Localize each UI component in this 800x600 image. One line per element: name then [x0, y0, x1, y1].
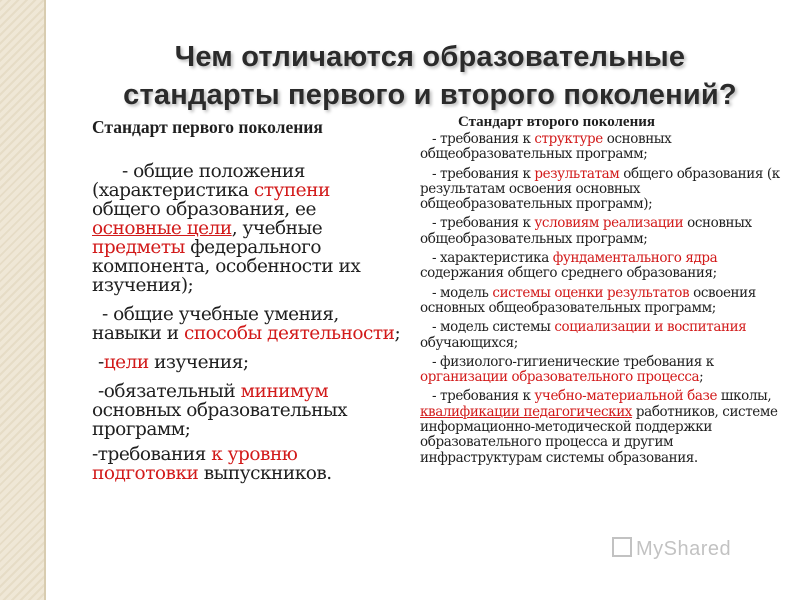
second-gen-item-socialization: [420, 320, 790, 351]
second-gen-item-structure: [420, 132, 790, 163]
highlight-span: ступени: [253, 180, 330, 201]
highlight-span: способы деятельности: [183, 323, 395, 344]
watermark-text: MyShared: [636, 538, 732, 560]
text-span: - требования к: [432, 165, 535, 182]
highlight-span: квалификации педагогических: [420, 403, 633, 420]
first-generation-heading: Стандарт первого поколения: [92, 117, 323, 137]
text-span: школы,: [717, 388, 772, 405]
highlight-span: организации образовательного процесса: [420, 369, 700, 386]
second-gen-item-core: [420, 251, 790, 282]
text-span: - характеристика: [432, 250, 553, 267]
text-span: работников, системе информационно-методической поддержки образовательного процесса и другим инфраструктурам системы образования.: [420, 403, 778, 466]
first-gen-item-minimum: [92, 382, 402, 439]
text-span: выпускников.: [198, 463, 332, 484]
highlight-span: учебно-материальной базе: [534, 388, 718, 405]
first-gen-item-general-skills: [92, 305, 402, 343]
highlight-span: результатам: [534, 165, 620, 182]
highlight-span: основные цели: [92, 218, 232, 239]
text-span: основных образовательных программ;: [92, 400, 348, 440]
second-generation-heading: Стандарт второго поколения: [458, 114, 655, 130]
highlight-span: условиям реализации: [534, 215, 684, 232]
highlight-span: фундаментального ядра: [552, 250, 718, 267]
highlight-span: социализации и воспитания: [554, 319, 747, 336]
title-line-1: Чем отличаются образовательные: [174, 41, 686, 73]
highlight-span: предметы: [92, 237, 185, 258]
text-span: , учебные: [231, 218, 323, 239]
text-span: федерального компонента, особенности их изучения);: [92, 237, 361, 296]
text-span: освоения основных общеобразовательных программ;: [420, 284, 756, 316]
text-span: основных общеобразовательных программ;: [420, 215, 752, 247]
text-span: ;: [699, 369, 704, 386]
highlight-span: к уровню подготовки: [92, 444, 298, 484]
presentation-icon: [612, 537, 632, 557]
highlight-span: минимум: [240, 381, 329, 402]
text-span: -: [98, 352, 104, 373]
second-gen-item-hygiene: [420, 355, 790, 386]
text-span: общего образования, ее: [92, 199, 316, 220]
second-gen-item-results: [420, 167, 790, 213]
first-gen-item-requirements: [92, 445, 402, 483]
text-span: - общие положения (характеристика: [92, 161, 305, 201]
title-line-2-text: стандарты первого и второго поколений: [123, 79, 719, 111]
highlight-span: системы оценки результатов: [492, 284, 690, 301]
text-span: - требования к: [432, 388, 535, 405]
decorative-side-stripe: [0, 0, 46, 600]
slide-title: [60, 38, 800, 114]
text-span: изучения;: [148, 352, 249, 373]
first-gen-item-general-provisions: [92, 162, 402, 295]
text-span: основных общеобразовательных программ;: [420, 131, 672, 163]
text-span: -требования: [92, 444, 212, 465]
title-question-mark: ?: [718, 79, 737, 111]
second-generation-column: [420, 113, 790, 470]
second-gen-item-conditions: [420, 216, 790, 247]
text-span: - требования к: [432, 215, 535, 232]
text-span: содержания общего среднего образования;: [420, 265, 717, 282]
text-span: - общие учебные умения, навыки и: [92, 304, 339, 344]
title-line-2: [60, 76, 800, 114]
text-span: - модель системы: [432, 319, 555, 336]
second-gen-item-material-base: [420, 389, 790, 465]
highlight-span: структуре: [534, 131, 603, 147]
watermark: [612, 537, 731, 561]
text-span: - требования к: [432, 131, 535, 147]
second-gen-item-assessment: [420, 286, 790, 317]
text-span: обучающихся;: [420, 334, 518, 351]
first-gen-item-goals: [92, 353, 402, 372]
text-span: -обязательный: [98, 381, 241, 402]
text-span: ;: [394, 323, 401, 344]
first-generation-column: [92, 116, 402, 487]
highlight-span: цели: [103, 352, 149, 373]
text-span: - модель: [432, 284, 493, 301]
text-span: общего образования (к результатам освоения основных общеобразовательных программ);: [420, 165, 780, 213]
text-span: - физиолого-гигиенические требования к: [432, 353, 714, 370]
